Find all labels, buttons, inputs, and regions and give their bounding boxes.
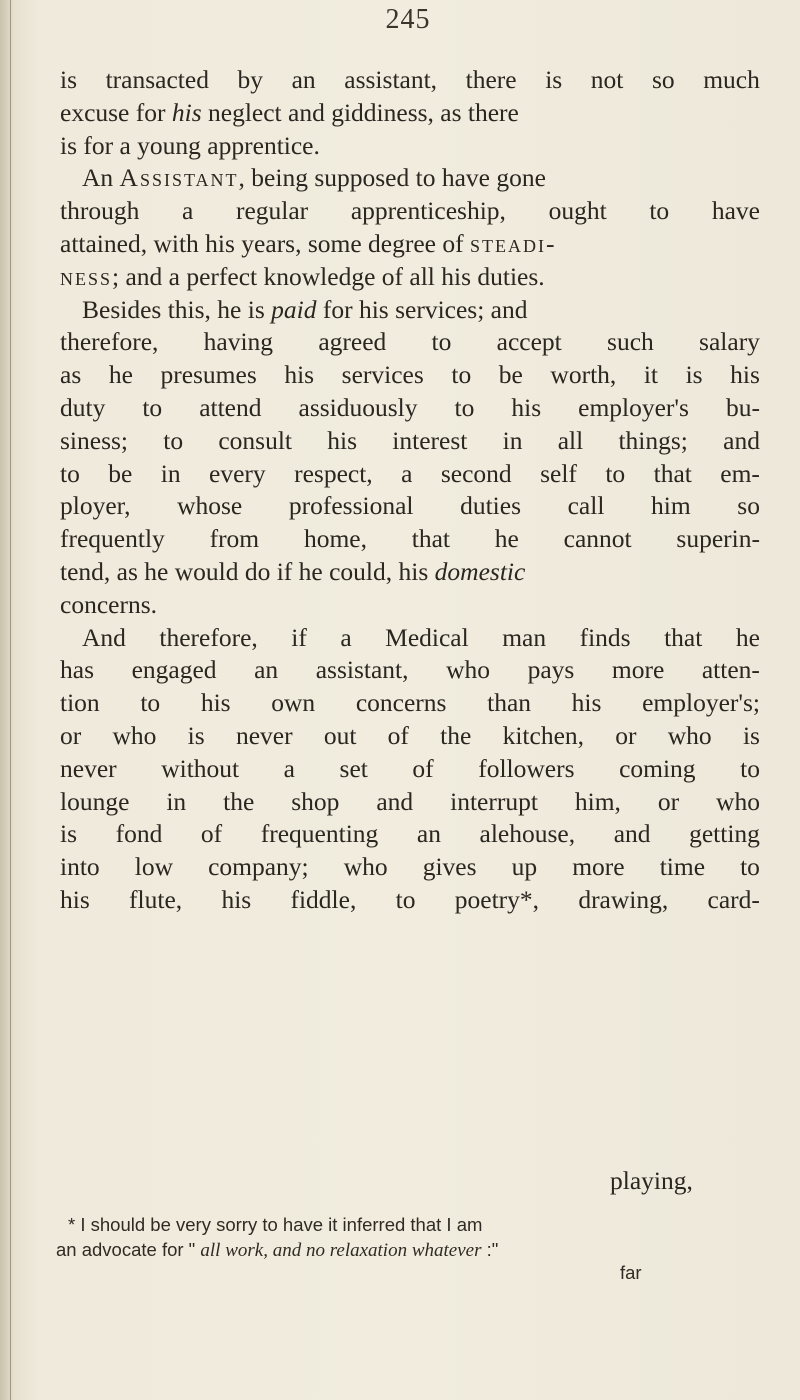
word: card- bbox=[707, 884, 760, 914]
word: by bbox=[237, 65, 264, 94]
word: from bbox=[209, 524, 260, 554]
page-number: 245 bbox=[385, 4, 431, 35]
word: to bbox=[740, 753, 760, 783]
word: or bbox=[60, 720, 82, 750]
word: call bbox=[567, 491, 605, 521]
word: to bbox=[60, 458, 80, 488]
word: never bbox=[60, 753, 117, 783]
italic-emphasis: his bbox=[171, 97, 202, 127]
word: there bbox=[465, 65, 517, 94]
word: engaged bbox=[131, 655, 217, 685]
text-line bbox=[60, 425, 760, 458]
word: getting bbox=[689, 819, 760, 849]
text-line bbox=[60, 97, 760, 130]
word: agreed bbox=[318, 327, 387, 357]
word: have bbox=[711, 196, 760, 226]
word: respect, bbox=[294, 458, 373, 488]
word: his bbox=[200, 688, 231, 718]
word: never bbox=[235, 720, 293, 750]
word: consult bbox=[218, 425, 293, 455]
word: assiduously bbox=[298, 392, 418, 422]
word: coming bbox=[619, 753, 696, 783]
text-segment bbox=[82, 294, 528, 327]
word: and bbox=[613, 819, 651, 849]
word: more bbox=[611, 655, 665, 685]
word: lounge bbox=[60, 786, 130, 816]
word: his bbox=[60, 884, 90, 914]
word: who bbox=[446, 655, 491, 685]
word: be bbox=[108, 458, 133, 488]
text-line bbox=[60, 261, 760, 294]
word: to bbox=[649, 196, 670, 226]
word: the bbox=[440, 720, 472, 750]
word: em- bbox=[720, 458, 760, 488]
text-line bbox=[60, 851, 760, 884]
word: an bbox=[416, 819, 441, 849]
word: an bbox=[254, 655, 279, 685]
text-segment bbox=[60, 556, 525, 589]
word: so bbox=[737, 491, 760, 521]
word: employer's bbox=[578, 392, 689, 422]
text-line bbox=[60, 786, 760, 819]
word: ployer, bbox=[60, 491, 131, 521]
footnote-line: * I should be very sorry to have it inferred that I am bbox=[68, 1214, 483, 1235]
word: employer's; bbox=[642, 688, 760, 718]
footnote bbox=[56, 1212, 756, 1262]
text-line bbox=[60, 818, 760, 851]
word: through bbox=[60, 196, 140, 226]
word: fiddle, bbox=[290, 884, 357, 914]
text-segment: , being supposed to have gone bbox=[238, 163, 546, 193]
word: interrupt bbox=[450, 786, 538, 816]
text-line: concerns. bbox=[60, 589, 157, 619]
word: assistant, bbox=[344, 65, 438, 94]
word: and bbox=[376, 786, 414, 816]
text-line bbox=[60, 294, 760, 327]
word: who bbox=[716, 786, 760, 816]
text-segment: for his services; and bbox=[316, 294, 528, 324]
page-gutter bbox=[0, 0, 14, 1400]
text-segment: :" bbox=[481, 1239, 499, 1260]
text-segment: tend, as he would do if he could, his bbox=[60, 556, 435, 586]
text-segment bbox=[82, 162, 546, 195]
word: of bbox=[412, 753, 434, 783]
word: who bbox=[343, 852, 388, 882]
word: his bbox=[571, 688, 602, 718]
word: the bbox=[223, 786, 255, 816]
text-segment bbox=[60, 97, 519, 130]
word: flute, bbox=[129, 884, 183, 914]
word: his bbox=[730, 360, 760, 390]
word: assistant, bbox=[315, 655, 409, 685]
text-segment: An bbox=[82, 163, 120, 193]
footnote-catchword: far bbox=[620, 1262, 642, 1283]
text-line: is for a young apprentice. bbox=[60, 130, 320, 160]
word: transacted bbox=[105, 65, 209, 94]
text-line bbox=[60, 556, 760, 589]
word: kitchen, bbox=[502, 720, 585, 750]
text-segment: an advocate for " bbox=[56, 1239, 201, 1260]
word: so bbox=[651, 65, 675, 94]
word: shop bbox=[291, 786, 340, 816]
word: of bbox=[387, 720, 409, 750]
word: time bbox=[659, 852, 706, 882]
word: set bbox=[339, 753, 368, 783]
word: him, bbox=[574, 786, 621, 816]
body-text bbox=[60, 64, 760, 917]
word: atten- bbox=[701, 655, 760, 685]
text-line bbox=[60, 228, 760, 261]
word: has bbox=[60, 655, 94, 685]
word: poetry*, bbox=[454, 884, 540, 914]
word: he bbox=[735, 622, 760, 652]
word: gives bbox=[422, 852, 477, 882]
word: and bbox=[723, 425, 760, 455]
word: to bbox=[605, 458, 626, 488]
word: cannot bbox=[563, 524, 632, 554]
word: fond bbox=[115, 819, 163, 849]
word: of bbox=[200, 819, 223, 849]
word: in bbox=[166, 786, 187, 816]
italic-emphasis: domestic bbox=[434, 556, 526, 586]
word: not bbox=[590, 65, 624, 94]
word: whose bbox=[177, 491, 243, 521]
word: low bbox=[134, 852, 173, 882]
word: all bbox=[557, 425, 584, 455]
text-line bbox=[60, 195, 760, 228]
word: to bbox=[140, 688, 161, 718]
word: without bbox=[161, 753, 240, 783]
word: to bbox=[142, 392, 163, 422]
word: to bbox=[451, 360, 472, 390]
word: own bbox=[271, 688, 316, 718]
text-segment: ; and a perfect knowledge of all his duties. bbox=[112, 261, 545, 291]
word: tion bbox=[60, 688, 100, 718]
text-line bbox=[60, 884, 760, 917]
word: alehouse, bbox=[479, 819, 576, 849]
small-caps-emphasis: ness bbox=[60, 261, 113, 291]
word: he bbox=[108, 360, 133, 390]
word: to bbox=[740, 852, 760, 882]
text-line bbox=[60, 392, 760, 425]
word: ought bbox=[548, 196, 607, 226]
text-line bbox=[60, 622, 760, 655]
small-caps-emphasis: Assistant bbox=[119, 163, 239, 193]
catchword: playing, bbox=[610, 1166, 693, 1195]
word: a bbox=[181, 196, 194, 226]
word: is bbox=[60, 819, 78, 849]
word: is bbox=[187, 720, 205, 750]
word: is bbox=[545, 65, 563, 94]
text-segment: neglect and giddiness, as there bbox=[201, 97, 519, 127]
word: worth, bbox=[550, 360, 617, 390]
word: concerns bbox=[355, 688, 447, 718]
word: such bbox=[607, 327, 654, 357]
word: his bbox=[221, 884, 252, 914]
text-line bbox=[60, 523, 760, 556]
word: a bbox=[340, 622, 352, 652]
word: in bbox=[502, 425, 523, 455]
word: that bbox=[411, 524, 450, 554]
word: drawing, bbox=[578, 884, 669, 914]
word: And bbox=[82, 622, 126, 652]
word: second bbox=[440, 458, 512, 488]
word: than bbox=[487, 688, 532, 718]
word: accept bbox=[496, 327, 562, 357]
word: attend bbox=[199, 392, 262, 422]
word: to bbox=[454, 392, 475, 422]
word: to bbox=[395, 884, 416, 914]
word: more bbox=[572, 852, 625, 882]
word: who bbox=[112, 720, 157, 750]
word: his bbox=[327, 425, 358, 455]
word: duty bbox=[60, 392, 106, 422]
word: to bbox=[163, 425, 184, 455]
word: services bbox=[341, 360, 424, 390]
word: that bbox=[653, 458, 692, 488]
word: a bbox=[283, 753, 295, 783]
word: into bbox=[60, 852, 100, 882]
word: duties bbox=[460, 491, 522, 521]
word: interest bbox=[392, 425, 468, 455]
word: or bbox=[657, 786, 680, 816]
word: company; bbox=[208, 852, 309, 882]
word: an bbox=[291, 65, 316, 94]
text-segment: Besides this, he is bbox=[82, 294, 272, 324]
text-line bbox=[60, 359, 760, 392]
word: in bbox=[160, 458, 181, 488]
word: his bbox=[284, 360, 315, 390]
word: man bbox=[502, 622, 547, 652]
word: is bbox=[742, 720, 760, 750]
word: things; bbox=[618, 425, 688, 455]
word: he bbox=[494, 524, 519, 554]
word: Medical bbox=[385, 622, 469, 652]
word: that bbox=[664, 622, 703, 652]
word: frequently bbox=[60, 524, 165, 554]
text-segment bbox=[60, 228, 557, 261]
word: is bbox=[60, 65, 78, 94]
word: bu- bbox=[725, 392, 760, 422]
text-segment: attained, with his years, some degree of bbox=[60, 228, 470, 258]
word: as bbox=[60, 360, 82, 390]
text-line bbox=[60, 687, 760, 720]
text-segment: excuse for bbox=[60, 97, 172, 127]
word: out bbox=[323, 720, 357, 750]
word: his bbox=[511, 392, 542, 422]
word: regular bbox=[235, 196, 309, 226]
text-line bbox=[60, 162, 760, 195]
italic-emphasis: paid bbox=[271, 294, 317, 324]
word: self bbox=[540, 458, 577, 488]
text-line bbox=[60, 753, 760, 786]
word: followers bbox=[478, 753, 575, 783]
text-line bbox=[60, 458, 760, 491]
text-line bbox=[60, 654, 760, 687]
word: to bbox=[431, 327, 452, 357]
word: siness; bbox=[60, 425, 129, 455]
word: therefore, bbox=[159, 622, 258, 652]
word: him bbox=[651, 491, 691, 521]
word: up bbox=[511, 852, 538, 882]
footnote-line bbox=[56, 1237, 756, 1262]
gutter-line bbox=[10, 0, 11, 1400]
word: therefore, bbox=[60, 327, 159, 357]
word: pays bbox=[527, 655, 575, 685]
word: much bbox=[703, 65, 760, 94]
word: presumes bbox=[160, 360, 257, 390]
word: superin- bbox=[676, 524, 760, 554]
word: who bbox=[667, 720, 712, 750]
italic-emphasis: all work, and no relaxation whatever bbox=[200, 1240, 482, 1261]
word: every bbox=[209, 458, 266, 488]
text-line bbox=[60, 490, 760, 523]
text-line bbox=[60, 64, 760, 97]
word: it bbox=[643, 360, 659, 390]
word: having bbox=[203, 327, 274, 357]
word: frequenting bbox=[260, 819, 379, 849]
text-line bbox=[60, 720, 760, 753]
word: professional bbox=[288, 491, 414, 521]
word: a bbox=[401, 458, 413, 488]
word: is bbox=[685, 360, 703, 390]
word: apprenticeship, bbox=[350, 196, 506, 226]
small-caps-emphasis: steadi- bbox=[470, 228, 557, 258]
word: if bbox=[291, 622, 307, 652]
word: finds bbox=[579, 622, 631, 652]
word: salary bbox=[699, 327, 760, 357]
word: be bbox=[498, 360, 523, 390]
word: or bbox=[615, 720, 637, 750]
text-line bbox=[60, 326, 760, 359]
text-segment bbox=[60, 261, 545, 294]
word: home, bbox=[303, 524, 367, 554]
